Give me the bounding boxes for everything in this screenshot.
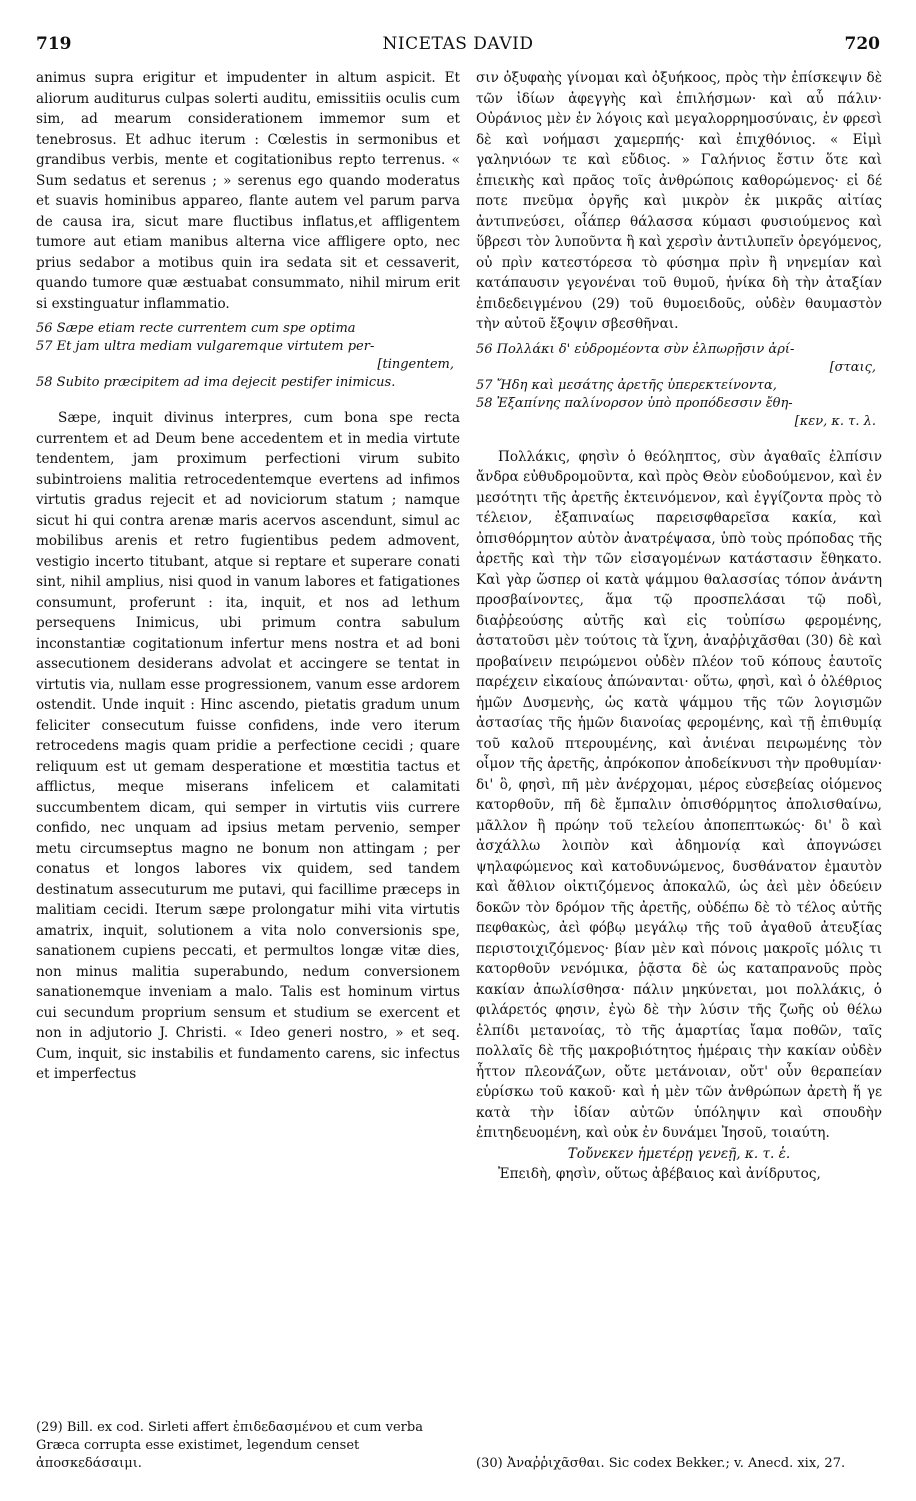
latin-verse-56: 56 Sæpe etiam recte currentem cum spe optima <box>36 321 356 336</box>
greek-quoted-verse: Τοὔνεκεν ἡμετέρῃ γενεῇ, κ. τ. ἑ. <box>567 1145 791 1162</box>
latin-paragraph-1: animus supra erigitur et impudenter in altum aspicit. Et aliorum auditurus culpas solerti auditu, emissitiis oculis cum sim, ad mearum considerationem immemor sum et tenebrosus. Et adhuc iterum : Cœlestis in sermonibus et grandibus verbis, mente et cogitationibus repto terrenus. « Sum sedatus et serenus ; » serenus ego quando moderatus et suavis hominibus appareo, flante autem vel parum parva de causa ira, sicut mare fluctibus inflatus,et affligentem tumore aut etiam manibus alterna vice affligere opto, nec prius sedabor a motibus quin ira sedata sit et cessaverit, quando tumore quæ æstuabat consummato, nihil mirum erit si exstinguatur inflammatio. <box>36 70 460 312</box>
greek-verse-56: 56 Πολλάκι δ' εὐδρομέοντα σὺν ἐλπωρῇσιν ἀρί- <box>476 341 795 357</box>
latin-verse-57: 57 Et jam ultra mediam vulgaremque virtutem per- <box>36 339 375 354</box>
latin-footnote <box>36 1419 460 1473</box>
running-header <box>36 34 880 58</box>
greek-verse-56-continuation: [σταις, <box>829 359 876 375</box>
greek-verse-58: 58 Ἐξαπίνης παλίνορσον ὑπὸ προπόδεσσιν ἔθη- <box>476 395 793 411</box>
running-title: NICETAS DAVID <box>382 34 534 54</box>
latin-footnote-text: (29) Bill. ex cod. Sirleti affert ἐπιδεδασμένου et cum verba Græca corrupta esse existimet, legendum censet ἀποσκεδάσαιμι. <box>36 1420 423 1471</box>
greek-footnote <box>476 1455 882 1473</box>
latin-verses <box>36 320 460 392</box>
greek-footnote-text: (30) Ἀναῤῥιχᾶσθαι. Sic codex Bekker.; v. Anecd. xix, 27. <box>476 1456 846 1471</box>
latin-paragraph-2: Sæpe, inquit divinus interpres, cum bona spe recta currentem et ad Deum bene accedentem et in media virtute tendentem, jam proximum perfectioni virum subito subintroiens malitia retrocedentemque evertens ad infimos virtutis gradus rejecit et ad noviciorum statum ; namque sicut hi qui contra arenæ maris acervos ascendunt, simul ac mobilibus arenis et retro fugientibus pedem admovent, vestigio incerto titubant, atque si reptare et superare conati sint, nihil amplius, nisi quod in vanum labores et fatigationes consumunt, proferunt : ita, inquit, et nos ad lethum persequens Inimicus, ubi primum contra sabulum inconstantiæ cogitationum infertur mens nostra et ad boni assecutionem desiderans advolat et accingere se tentat in virtutis via, nullam esse progressionem, vanum esse ardorem ostendit. Unde inquit : Hinc ascendo, pietatis gradum unum feliciter consecutum fuisse confidens, inde vero iterum retrocedens magis quam pridie a perfectione cecidi ; quare reliquum est ut gemam desperatione et mœstitia tactus et afflictus, meque miserans infelicem et calamitati succumbentem dicam, qui semper in virtutis viis currere confido, nec unquam ad ipsius metam pervenio, semper metu circumseptus magno ne bonum non attingam ; per conatus et longos labores vix quidem, sed tandem destinatum assecuturum me putavi, qui facillime præceps in malitiam cecidi. Iterum sæpe prolongatur mihi vita virtutis amatrix, inquit, solutionem a vita nolo conversionis spe, sanationem cupiens peccati, et permultos longæ vitæ dies, non minus malitia superabundo, nedum conversionem sanationemque inveniam a malo. Talis est hominum virtus cui secundum proprium sensum et studium se exercent et non in adjutorio J. Christi. « Ideo generi nostro, » et seq. Cum, inquit, sic instabilis et fundamento carens, sic infectus et imperfectus <box>36 410 460 1082</box>
latin-verse-58: 58 Subito præcipitem ad ima dejecit pestifer inimicus. <box>36 375 396 390</box>
greek-verse-58-continuation: [κεν, κ. τ. λ. <box>794 413 876 429</box>
latin-column <box>36 68 460 1085</box>
greek-paragraph-2: Πολλάκις, φησὶν ὁ θεόληπτος, σὺν ἀγαθαῖς ἐλπίσιν ἄνδρα εὐθυδρομοῦντα, καὶ πρὸς Θεὸν εὐοδούμενον, καὶ ἐν μεσότητι τῆς ἀρετῆς ἐκτεινόμενον, καὶ ἐγγίζοντα πρὸς τὸ τέλειον, ἐξαπιναίως παρεισφθαρεῖσα κακία, καὶ ὀπισθόρμητον αὐτὸν ἀνατρέψασα, ὑπὸ τοὺς πρόποδας τῆς ἀρετῆς καὶ τὴν τῶν εἰσαγομένων κατάστασιν ἔθηκατο. Καὶ γὰρ ὥσπερ οἱ κατὰ ψάμμου θαλασσίας τόπον ἀνάντη προσβαίνοντες, ἅμα τῷ προσπελάσαι τῷ ποδὶ, διαῤῥεούσης αὐτῆς καὶ εἰς τοὐπίσω φερομένης, ἀστατοῦσι μὲν τούτοις τὰ ἴχνη, ἀναῤῥιχᾶσθαι (30) δὲ καὶ προβαίνειν πειρώμενοι οὐδὲν πλέον τοῦ κόπους ἑαυτοῖς παρέχειν εἰκαίους ἀπώνανται· οὕτω, φησὶ, καὶ ὁ ὀλέθριος ἡμῶν Δυσμενὴς, ὡς κατὰ ψάμμου τῆς τῶν λογισμῶν ἀστασίας τῆς ἡμῶν διανοίας φερομένης, καὶ τῇ ἐπιθυμίᾳ τοῦ καλοῦ πτερουμένης, καὶ ἀνιέναι πειρωμένης τὸν οἶμον τῆς ἀρετῆς, ἀπρόκοπον ἀποδείκνυσι τὴν προθυμίαν· δι' ὃ, φησὶ, πῆ μὲν ἀνέρχομαι, μέρος εὐσεβείας οἰόμενος κατορθοῦν, πῆ δὲ ἔμπαλιν ὀπισθόρμητος ἀπολισθαίνω, μᾶλλον ἢ πρώην τοῦ τελείου ἀποπεπτωκώς· δι' ὃ καὶ ἀσχάλλω λοιπὸν καὶ ἀδημονίᾳ καὶ ἀπογνώσει ψηλαφώμενος καὶ κατοδυνώμενος, δυσθάνατον ἐμαυτὸν καὶ ἄθλιον οἰκτιζόμενος ἀποκαλῶ, ὡς ἀεὶ μὲν ὁδεύειν δοκῶν τὸν δρόμον τῆς ἀρετῆς, οὐδέπω δὲ τὸ τέλος αὐτῆς πεφθακὼς, ἀεὶ φόβῳ μεγάλῳ τῆς τοῦ ἀγαθοῦ ἀτευξίας περιστοιχιζόμενος· βίαν μὲν καὶ πόνοις μακροῖς μόλις τι κατορθοῦν νενόμικα, ῥᾷστα δὲ ὡς καταπρανοῦς πρὸς κακίαν ἀπωλίσθησα· πάλιν μηκύνεται, μοι πολλάκις, ὁ φιλάρετός φησιν, ἐγὼ δὲ τὴν λύσιν τῆς ζωῆς οὐ θέλω ἐλπίδι μετανοίας, τὸ τῆς ἁμαρτίας ἴαμα ποθῶν, ταῖς πολλαῖς δὲ τῆς μακροβιότητος ἡμέραις τὴν κακίαν οὐδὲν ἧττον πλεονάζων, οὔτε μετάνοιαν, οὔτ' οὖν θεραπείαν εὑρίσκω τοῦ κακοῦ· καὶ ἡ μὲν τῶν ἀνθρώπων ἀρετὴ ἥ γε κατὰ τὴν ἰδίαν αὐτῶν ὑπόληψιν καὶ σπουδὴν ἐπιτηδευομένη, καὶ οὐκ ἐν δυνάμει Ἰησοῦ, τοιαύτη. <box>476 448 882 1141</box>
right-page-number: 720 <box>844 34 880 54</box>
greek-verses <box>476 341 882 431</box>
greek-paragraph-1: σιν ὀξυφαὴς γίνομαι καὶ ὀξυήκοος, πρὸς τὴν ἐπίσκεψιν δὲ τῶν ἰδίων ἀφεγγὴς καὶ ἐπιλήσμων· καὶ αὖ πάλιν· Οὐράνιος μὲν ἐν λόγοις καὶ μεγαλορρημοσύναις, ἐν φρεσὶ δὲ καὶ νοήμασι χαμερπής· καὶ ἐπιχθόνιος. « Εἰμὶ γαληνιόων τε καὶ εὔδιος. » Γαλήνιος ἔστιν ὅτε καὶ ἐπιεικὴς καὶ πρᾶος τοῖς ἀνθρώποις καθορώμενος· εἰ δέ ποτε πνεῦμα ὀργῆς καὶ μικρὸν ἐκ μικρᾶς αἰτίας ἀντιπνεύσει, οἷάπερ θάλασσα κύμασι φυσιούμενος καὶ ὕβρεσι τὸν λυποῦντα ἢ καὶ χερσὶν ἀντιλυπεῖν ὀρεγόμενος, οὐ πρὶν κατεστόρεσα τὸ φύσημα πρὶν ἢ νηνεμίαν καὶ κατάπαυσιν γεγονέναι τοῦ θυμοῦ, ἡνίκα δὴ τὴν ἀταξίαν ἐπιδεδειγμένου (29) τοῦ θυμοειδοῦς, οὐδὲν θαυμαστὸν τὴν αὐτοῦ ἔξοψιν σβεσθῆναι. <box>476 70 882 332</box>
left-page-number: 719 <box>36 34 72 54</box>
greek-column <box>476 68 882 1185</box>
greek-paragraph-3: Ἐπειδὴ, φησὶν, οὕτως ἀβέβαιος καὶ ἀνίδρυτος, <box>498 1166 821 1182</box>
greek-verse-57: 57 Ἤδη καὶ μεσάτης ἀρετῆς ὑπερεκτείνοντα, <box>476 377 777 393</box>
latin-verse-57-continuation: [tingentem, <box>377 357 454 372</box>
